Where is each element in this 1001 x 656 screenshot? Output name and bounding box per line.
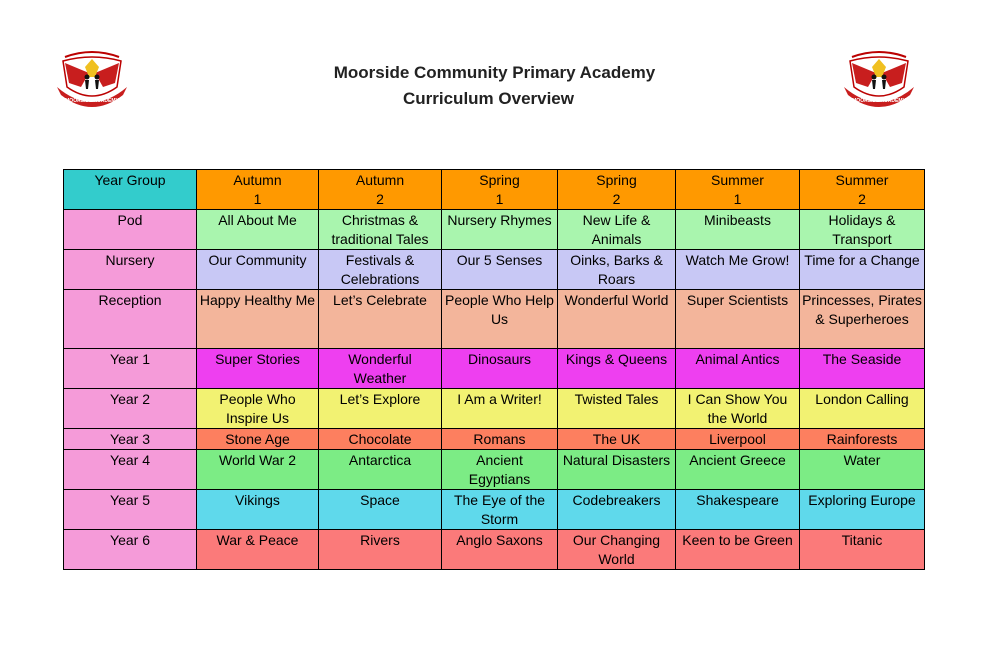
table-cell: The Eye of the Storm <box>442 490 558 530</box>
table-cell: Super Stories <box>197 349 319 389</box>
row-label: Year 4 <box>64 450 197 490</box>
table-cell: War & Peace <box>197 530 319 570</box>
table-cell: Super Scientists <box>676 290 800 349</box>
column-header-autumn-2: Autumn 2 <box>319 170 442 210</box>
table-cell: Watch Me Grow! <box>676 250 800 290</box>
row-label: Year 5 <box>64 490 197 530</box>
table-cell: People Who Help Us <box>442 290 558 349</box>
table-cell: Princesses, Pirates & Superheroes <box>800 290 925 349</box>
year-group-header: Year Group <box>64 170 197 210</box>
table-cell: People Who Inspire Us <box>197 389 319 429</box>
table-cell: Keen to be Green <box>676 530 800 570</box>
table-row <box>64 530 925 570</box>
table-cell: Natural Disasters <box>558 450 676 490</box>
table-cell: Let’s Explore <box>319 389 442 429</box>
table-cell: Nursery Rhymes <box>442 210 558 250</box>
table-cell: Let’s Celebrate <box>319 290 442 349</box>
row-label: Year 2 <box>64 389 197 429</box>
page-subtitle: Curriculum Overview <box>402 89 574 108</box>
table-cell: Time for a Change <box>800 250 925 290</box>
table-cell: The UK <box>558 429 676 450</box>
table-cell: Space <box>319 490 442 530</box>
table-cell: New Life & Animals <box>558 210 676 250</box>
table-cell: Chocolate <box>319 429 442 450</box>
svg-text:MOORSIDE ACADEMY: MOORSIDE ACADEMY <box>65 98 119 104</box>
table-cell: Festivals & Celebrations <box>319 250 442 290</box>
table-cell: Exploring Europe <box>800 490 925 530</box>
table-cell: Rainforests <box>800 429 925 450</box>
table-row <box>64 450 925 490</box>
table-row <box>64 290 925 349</box>
table-cell: Titanic <box>800 530 925 570</box>
table-cell: Our 5 Senses <box>442 250 558 290</box>
table-header-row <box>64 170 925 210</box>
page-title: Moorside Community Primary Academy <box>333 63 656 82</box>
table-cell: Happy Healthy Me <box>197 290 319 349</box>
table-cell: I Can Show You the World <box>676 389 800 429</box>
curriculum-table <box>63 169 925 570</box>
table-cell: Stone Age <box>197 429 319 450</box>
row-label: Pod <box>64 210 197 250</box>
table-cell: Shakespeare <box>676 490 800 530</box>
table-cell: Vikings <box>197 490 319 530</box>
column-header-spring-1: Spring 1 <box>442 170 558 210</box>
row-label: Nursery <box>64 250 197 290</box>
table-cell: Rivers <box>319 530 442 570</box>
table-cell: Animal Antics <box>676 349 800 389</box>
table-cell: Wonderful World <box>558 290 676 349</box>
table-cell: Ancient Greece <box>676 450 800 490</box>
table-cell: Anglo Saxons <box>442 530 558 570</box>
table-cell: Holidays & Transport <box>800 210 925 250</box>
table-cell: Codebreakers <box>558 490 676 530</box>
table-cell: Wonderful Weather <box>319 349 442 389</box>
table-cell: Minibeasts <box>676 210 800 250</box>
table-cell: Twisted Tales <box>558 389 676 429</box>
table-cell: Romans <box>442 429 558 450</box>
column-header-summer-2: Summer 2 <box>800 170 925 210</box>
table-row <box>64 349 925 389</box>
table-cell: Christmas & traditional Tales <box>319 210 442 250</box>
column-header-summer-1: Summer 1 <box>676 170 800 210</box>
table-cell: Water <box>800 450 925 490</box>
table-cell: Our Changing World <box>558 530 676 570</box>
table-row <box>64 210 925 250</box>
table-cell: Oinks, Barks & Roars <box>558 250 676 290</box>
table-cell: Dinosaurs <box>442 349 558 389</box>
row-label: Reception <box>64 290 197 349</box>
table-cell: Our Community <box>197 250 319 290</box>
table-row <box>64 250 925 290</box>
table-cell: Liverpool <box>676 429 800 450</box>
table-cell: World War 2 <box>197 450 319 490</box>
table-cell: London Calling <box>800 389 925 429</box>
table-cell: Ancient Egyptians <box>442 450 558 490</box>
table-row <box>64 490 925 530</box>
column-header-spring-2: Spring 2 <box>558 170 676 210</box>
table-cell: All About Me <box>197 210 319 250</box>
column-header-autumn-1: Autumn 1 <box>197 170 319 210</box>
svg-text:MOORSIDE ACADEMY: MOORSIDE ACADEMY <box>852 98 906 104</box>
table-cell: Kings & Queens <box>558 349 676 389</box>
table-cell: Antarctica <box>319 450 442 490</box>
table-cell: The Seaside <box>800 349 925 389</box>
table-row <box>64 389 925 429</box>
table-row <box>64 429 925 450</box>
row-label: Year 1 <box>64 349 197 389</box>
table-cell: I Am a Writer! <box>442 389 558 429</box>
row-label: Year 6 <box>64 530 197 570</box>
row-label: Year 3 <box>64 429 197 450</box>
